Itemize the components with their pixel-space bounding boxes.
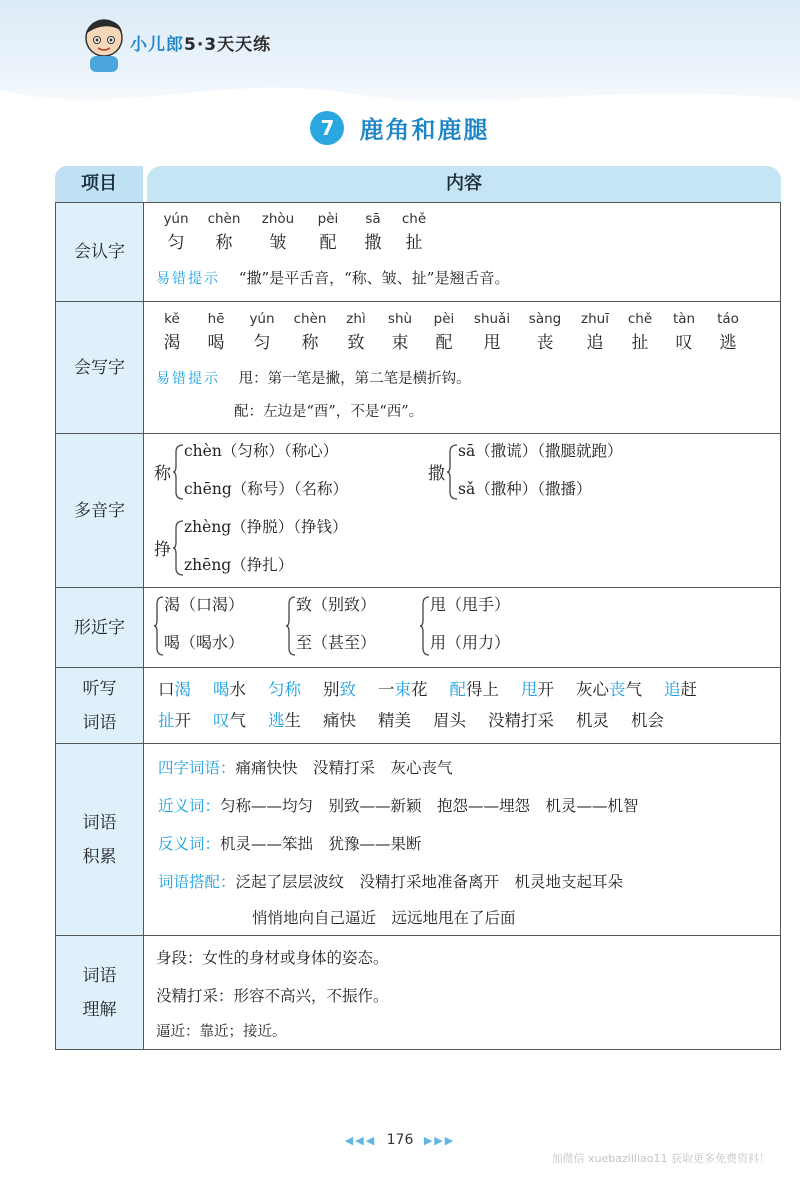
dictation-target-text: 配	[449, 680, 466, 699]
lesson-number-badge: 7	[310, 111, 344, 145]
reading: sā（撒谎）（撒腿就跑）	[458, 442, 623, 460]
reading: zhèng（挣脱）（挣钱）	[184, 518, 348, 536]
dictation-line-1	[144, 668, 780, 702]
character: 撒	[364, 233, 382, 253]
pinyin: pèi	[317, 211, 339, 227]
label-line: 词语	[82, 812, 117, 833]
character: 扯	[631, 333, 649, 353]
row-label-similar: 形近字	[56, 588, 144, 667]
dictation-word	[378, 707, 411, 731]
pinyin: sā	[365, 211, 381, 227]
dictation-target-text: 甩	[521, 680, 538, 699]
pinyin: zhì	[346, 311, 366, 327]
row-understand	[56, 935, 780, 1049]
tip-line-1: 甩：第一笔是撇，第二笔是横折钩。	[238, 371, 471, 387]
write-pinyin-row	[144, 302, 780, 327]
row-content-dictation	[144, 668, 780, 736]
character: 致	[347, 333, 365, 353]
label-line: 词语	[82, 712, 117, 733]
dictation-text: 没精打采	[488, 711, 554, 730]
dictation-word	[323, 707, 356, 731]
lesson-heading	[0, 110, 800, 150]
definition: 逼近：靠近；接近。	[156, 1024, 287, 1040]
dictation-text: 得上	[466, 680, 499, 699]
dictation-text: 别	[323, 680, 340, 699]
brace-icon	[172, 520, 184, 576]
dictation-word	[268, 707, 301, 731]
row-content-write	[144, 302, 780, 421]
label-line: 积累	[82, 846, 117, 867]
brand-name: 小儿郎	[130, 35, 184, 55]
pinyin: shù	[387, 311, 413, 327]
dictation-word	[576, 707, 609, 731]
character: 束	[391, 333, 409, 353]
pinyin: tàn	[672, 311, 696, 327]
tip-label: 易错提示	[156, 271, 220, 287]
mascot-boy-icon	[78, 12, 130, 74]
dictation-target-text: 匀称	[268, 680, 301, 699]
label-line: 词语	[82, 965, 117, 986]
collocation-line-2: 悄悄地向自己逼近 远远地甩在了后面	[252, 909, 516, 927]
similar-char: 渴（口渴）	[164, 595, 245, 614]
tip-label: 易错提示	[156, 371, 220, 387]
four-char-label: 四字词语：	[158, 759, 236, 777]
dictation-word	[521, 676, 554, 700]
dictation-word	[576, 676, 642, 700]
write-chars-row	[144, 327, 780, 353]
dictation-word	[213, 676, 246, 700]
row-label-write: 会写字	[56, 302, 144, 433]
reading: chēng（称号）（名称）	[184, 480, 348, 498]
character: 配	[319, 233, 337, 253]
recognize-tip	[144, 253, 780, 288]
dictation-text: 水	[229, 680, 246, 699]
row-label-accumulate	[56, 744, 144, 935]
dictation-text: 花	[411, 680, 428, 699]
dictation-text: 一	[378, 680, 395, 699]
character: 匀	[253, 333, 271, 353]
dictation-text: 开	[174, 711, 191, 730]
character: 匀	[167, 233, 185, 253]
character: 皱	[269, 233, 287, 253]
pinyin: hē	[207, 311, 225, 327]
dictation-target-text: 逃	[268, 711, 285, 730]
character: 扯	[405, 233, 423, 253]
page-number-text: 176	[386, 1132, 414, 1148]
write-tip	[144, 353, 780, 388]
dictation-target-text: 扯	[158, 711, 175, 730]
collocation-label: 词语搭配：	[158, 873, 236, 891]
row-polyphone	[56, 433, 780, 587]
row-accumulate	[56, 743, 780, 935]
pinyin: yún	[163, 211, 189, 227]
bracket-icon	[420, 596, 430, 656]
dictation-target-text: 喝	[213, 680, 230, 699]
character: 喝	[207, 333, 225, 353]
header-col-item: 项目	[55, 166, 143, 202]
synonym-label: 近义词：	[158, 797, 221, 815]
label-line: 听写	[82, 678, 117, 699]
dictation-text: 机会	[631, 711, 664, 730]
pinyin: pèi	[433, 311, 455, 327]
dictation-target-text: 追	[664, 680, 681, 699]
dictation-text: 生	[284, 711, 301, 730]
synonyms	[158, 794, 639, 816]
similar-char: 致（别致）	[296, 595, 377, 614]
dictation-line-2	[144, 702, 780, 736]
header-col-content: 内容	[147, 166, 781, 202]
pinyin: shuǎi	[473, 311, 511, 327]
dictation-word	[158, 676, 191, 700]
antonym-text: 机灵——笨拙 犹豫——果断	[220, 835, 422, 853]
synonym-text: 匀称——均匀 别致——新颖 抱怨——埋怨 机灵——机智	[220, 797, 639, 815]
dictation-word	[323, 676, 356, 700]
dictation-word	[378, 676, 428, 700]
dictation-target-text: 丧	[609, 680, 626, 699]
dictation-text: 口	[158, 680, 175, 699]
table-body	[55, 202, 781, 1050]
brace-icon	[172, 444, 184, 500]
right-arrows-icon: ▶▶▶	[423, 1134, 456, 1147]
antonym-label: 反义词：	[158, 835, 221, 853]
row-label-understand	[56, 936, 144, 1049]
row-dictation	[56, 667, 780, 743]
bracket-icon	[286, 596, 296, 656]
reading: sǎ（撒种）（撒播）	[458, 480, 592, 498]
collocation-line-1: 泛起了层层波纹 没精打采地准备离开 机灵地支起耳朵	[235, 873, 624, 891]
dictation-word	[213, 707, 246, 731]
pinyin: chèn	[293, 311, 327, 327]
dictation-text: 开	[537, 680, 554, 699]
recognize-chars-row	[144, 227, 780, 253]
similar-char: 用（用力）	[430, 633, 511, 652]
lesson-title: 鹿角和鹿腿	[359, 116, 490, 144]
brand-series: 5·3天天练	[184, 35, 272, 55]
dictation-text: 精美	[378, 711, 411, 730]
row-similar	[56, 587, 780, 667]
definition: 没精打采：形容不高兴，不振作。	[156, 987, 389, 1005]
reading: chèn（匀称）（称心）	[184, 442, 339, 460]
similar-char: 甩（甩手）	[430, 595, 511, 614]
left-arrows-icon: ◀◀◀	[344, 1134, 377, 1147]
brace-icon	[446, 444, 458, 500]
tip-text: “撒”是平舌音，“称、皱、扯”是翘舌音。	[238, 269, 510, 287]
four-char-words	[158, 756, 453, 778]
dictation-word	[488, 707, 554, 731]
pinyin: yún	[249, 311, 275, 327]
pinyin: táo	[717, 311, 739, 327]
row-content-recognize	[144, 203, 780, 288]
dictation-word	[631, 707, 664, 731]
label-line: 理解	[82, 999, 117, 1020]
dictation-target-text: 叹	[213, 711, 230, 730]
study-table	[55, 166, 781, 1040]
dictation-word	[268, 676, 301, 700]
row-label-recognize: 会认字	[56, 203, 144, 301]
polyphone-char: 撒	[428, 464, 445, 484]
pinyin: chě	[627, 311, 653, 327]
pinyin: chě	[401, 211, 427, 227]
character: 丧	[536, 333, 554, 353]
dictation-word	[450, 676, 500, 700]
row-label-dictation	[56, 668, 144, 743]
dictation-word	[664, 676, 697, 700]
watermark: 加微信 xuebazilliao11 获取更多免费资料！	[551, 1152, 770, 1165]
dictation-word	[433, 707, 466, 731]
dictation-text: 痛快	[323, 711, 356, 730]
dictation-text: 眉头	[433, 711, 466, 730]
dictation-target-text: 束	[394, 680, 411, 699]
four-char-text: 痛痛快快 没精打采 灰心丧气	[235, 759, 453, 777]
dictation-text: 气	[625, 680, 642, 699]
character: 叹	[675, 333, 693, 353]
reading: zhēng（挣扎）	[184, 556, 294, 574]
definition: 身段：女性的身材或身体的姿态。	[156, 949, 389, 967]
bracket-icon	[154, 596, 164, 656]
polyphone-char: 称	[154, 464, 171, 484]
similar-char: 至（甚至）	[296, 633, 377, 652]
page-number	[0, 1132, 800, 1148]
character: 配	[435, 333, 453, 353]
brand-logo	[130, 30, 271, 55]
character: 甩	[483, 333, 501, 353]
character: 渴	[163, 333, 181, 353]
row-write	[56, 301, 780, 433]
row-label-polyphone: 多音字	[56, 434, 144, 587]
dictation-target-text: 致	[339, 680, 356, 699]
row-recognize	[56, 203, 780, 301]
antonyms	[158, 832, 422, 854]
character: 逃	[719, 333, 737, 353]
character: 追	[586, 333, 604, 353]
polyphone-char: 挣	[154, 540, 171, 560]
dictation-text: 赶	[680, 680, 697, 699]
table-header	[55, 166, 781, 202]
pinyin: sàng	[528, 311, 562, 327]
recognize-pinyin-row	[144, 203, 780, 227]
pinyin: zhuī	[581, 311, 609, 327]
pinyin: kě	[164, 311, 180, 327]
dictation-text: 灰心	[576, 680, 609, 699]
tip-line-2: 配：左边是“酉”，不是“西”。	[234, 404, 424, 420]
pinyin: chèn	[207, 211, 241, 227]
dictation-text: 机灵	[576, 711, 609, 730]
character: 称	[215, 233, 233, 253]
dictation-text: 气	[229, 711, 246, 730]
dictation-word	[158, 707, 191, 731]
pinyin: zhòu	[261, 211, 295, 227]
collocations	[158, 870, 623, 892]
dictation-target-text: 渴	[174, 680, 191, 699]
similar-char: 喝（喝水）	[164, 633, 245, 652]
character: 称	[301, 333, 319, 353]
